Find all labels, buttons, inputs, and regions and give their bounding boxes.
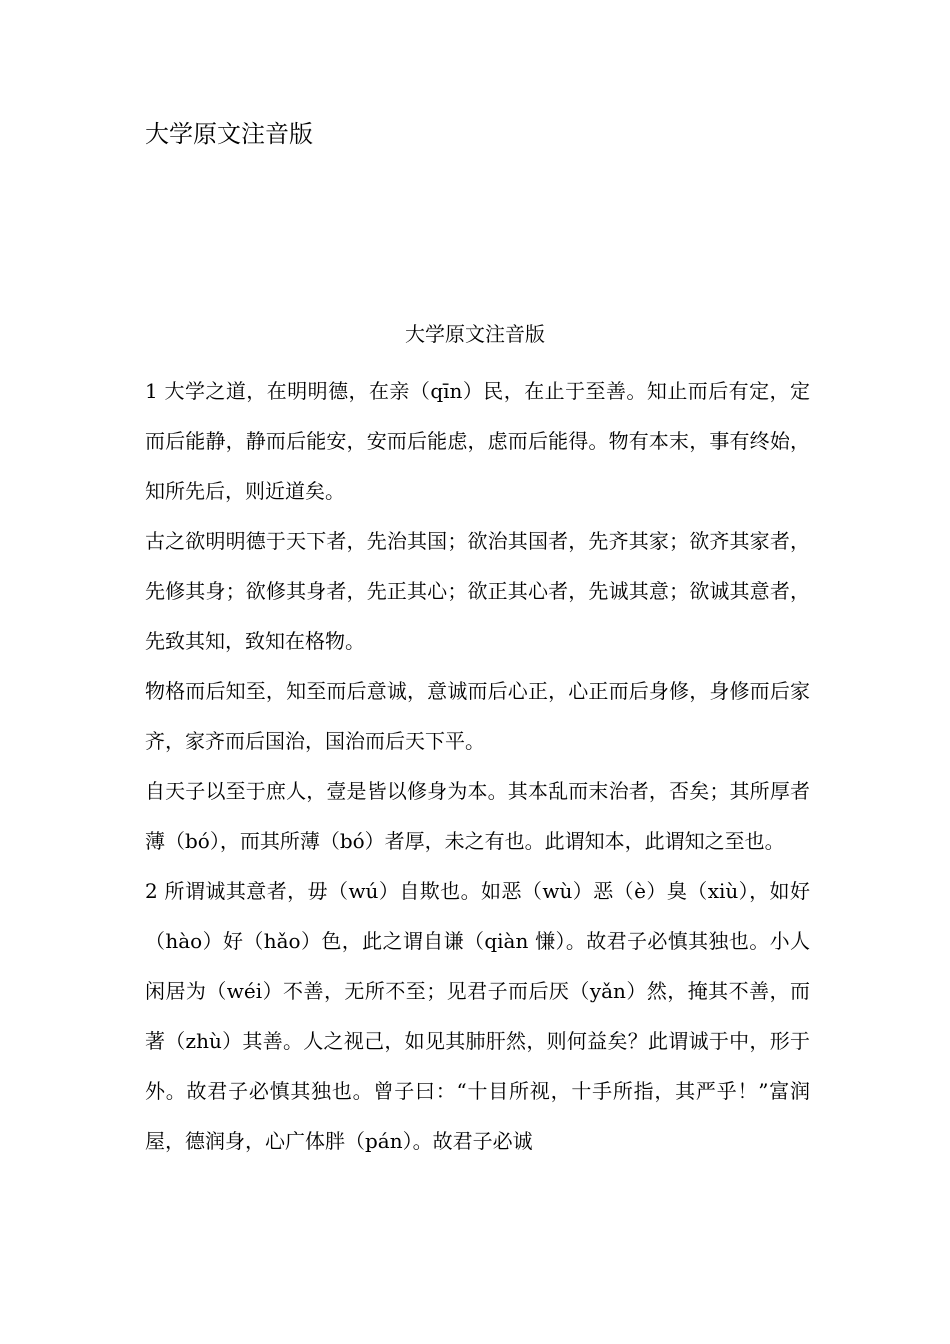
document-header-title: 大学原文注音版: [145, 120, 313, 148]
document-center-title: 大学原文注音版: [405, 322, 545, 346]
paragraph-5: 2 所谓诚其意者，毋（wú）自欺也。如恶（wù）恶（è）臭（xiù），如好（hào）好（hǎo）色，此之谓自谦（qiàn 慊）。故君子必慎其独也。小人闲居为（wéi）不善，无所不至；见君子而后厌（yǎn）然，掩其不善，而著（zhù）其善。人之视己，如见其肺肝然，则何益矣？此谓诚于中，形于外。故君子必慎其独也。曾子曰：“十目所视，十手所指，其严乎！”富润屋，德润身，心广体胖（pán）。故君子必诚: [145, 879, 810, 1153]
paragraph-4: 自天子以至于庶人，壹是皆以修身为本。其本乱而末治者，否矣；其所厚者薄（bó），而其所薄（bó）者厚，未之有也。此谓知本，此谓知之至也。: [145, 779, 810, 853]
document-body: [145, 366, 810, 1166]
paragraph-2: 古之欲明明德于天下者，先治其国；欲治其国者，先齐其家；欲齐其家者，先修其身；欲修其身者，先正其心；欲正其心者，先诚其意；欲诚其意者，先致其知，致知在格物。: [145, 529, 810, 653]
paragraph-1: 1 大学之道，在明明德，在亲（qīn）民，在止于至善。知止而后有定，定而后能静，静而后能安，安而后能虑，虑而后能得。物有本末，事有终始，知所先后，则近道矣。: [145, 379, 810, 503]
paragraph-3: 物格而后知至，知至而后意诚，意诚而后心正，心正而后身修，身修而后家齐，家齐而后国治，国治而后天下平。: [145, 679, 810, 753]
